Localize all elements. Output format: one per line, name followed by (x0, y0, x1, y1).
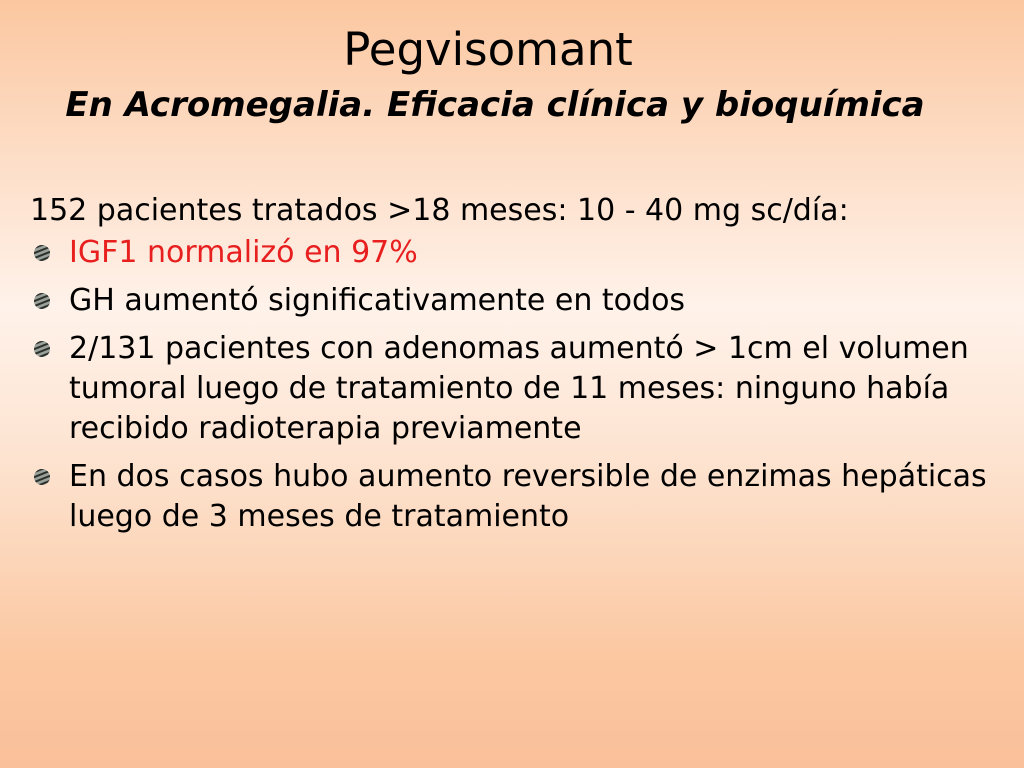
bullet-text: 2/131 pacientes con adenomas aumentó > 1cm el volumen tumoral luego de tratamiento de 11 meses: ninguno había recibido radioterapia previamente (69, 331, 969, 446)
striped-sphere-icon (32, 339, 52, 359)
intro-text: 152 pacientes tratados >18 meses: 10 - 40 mg sc/día: (30, 193, 849, 228)
striped-sphere-icon (32, 467, 52, 487)
bullet-item (30, 329, 1000, 449)
bullet-item (30, 457, 1000, 537)
bullet-text: IGF1 normalizó en 97% (69, 235, 418, 270)
bullet-text: En dos casos hubo aumento reversible de enzimas hepáticas luego de 3 meses de tratamiento (69, 459, 987, 534)
slide-subtitle: En Acromegalia. Eficacia clínica y bioquímica (65, 85, 925, 125)
bullet-item (30, 233, 1000, 273)
bullet-list (30, 233, 1000, 537)
slide-body (30, 191, 1000, 537)
striped-sphere-icon (32, 291, 52, 311)
slide-title: Pegvisomant (343, 23, 633, 76)
bullet-item (30, 281, 1000, 321)
bullet-text: GH aumentó significativamente en todos (69, 283, 686, 318)
striped-sphere-icon (32, 243, 52, 263)
